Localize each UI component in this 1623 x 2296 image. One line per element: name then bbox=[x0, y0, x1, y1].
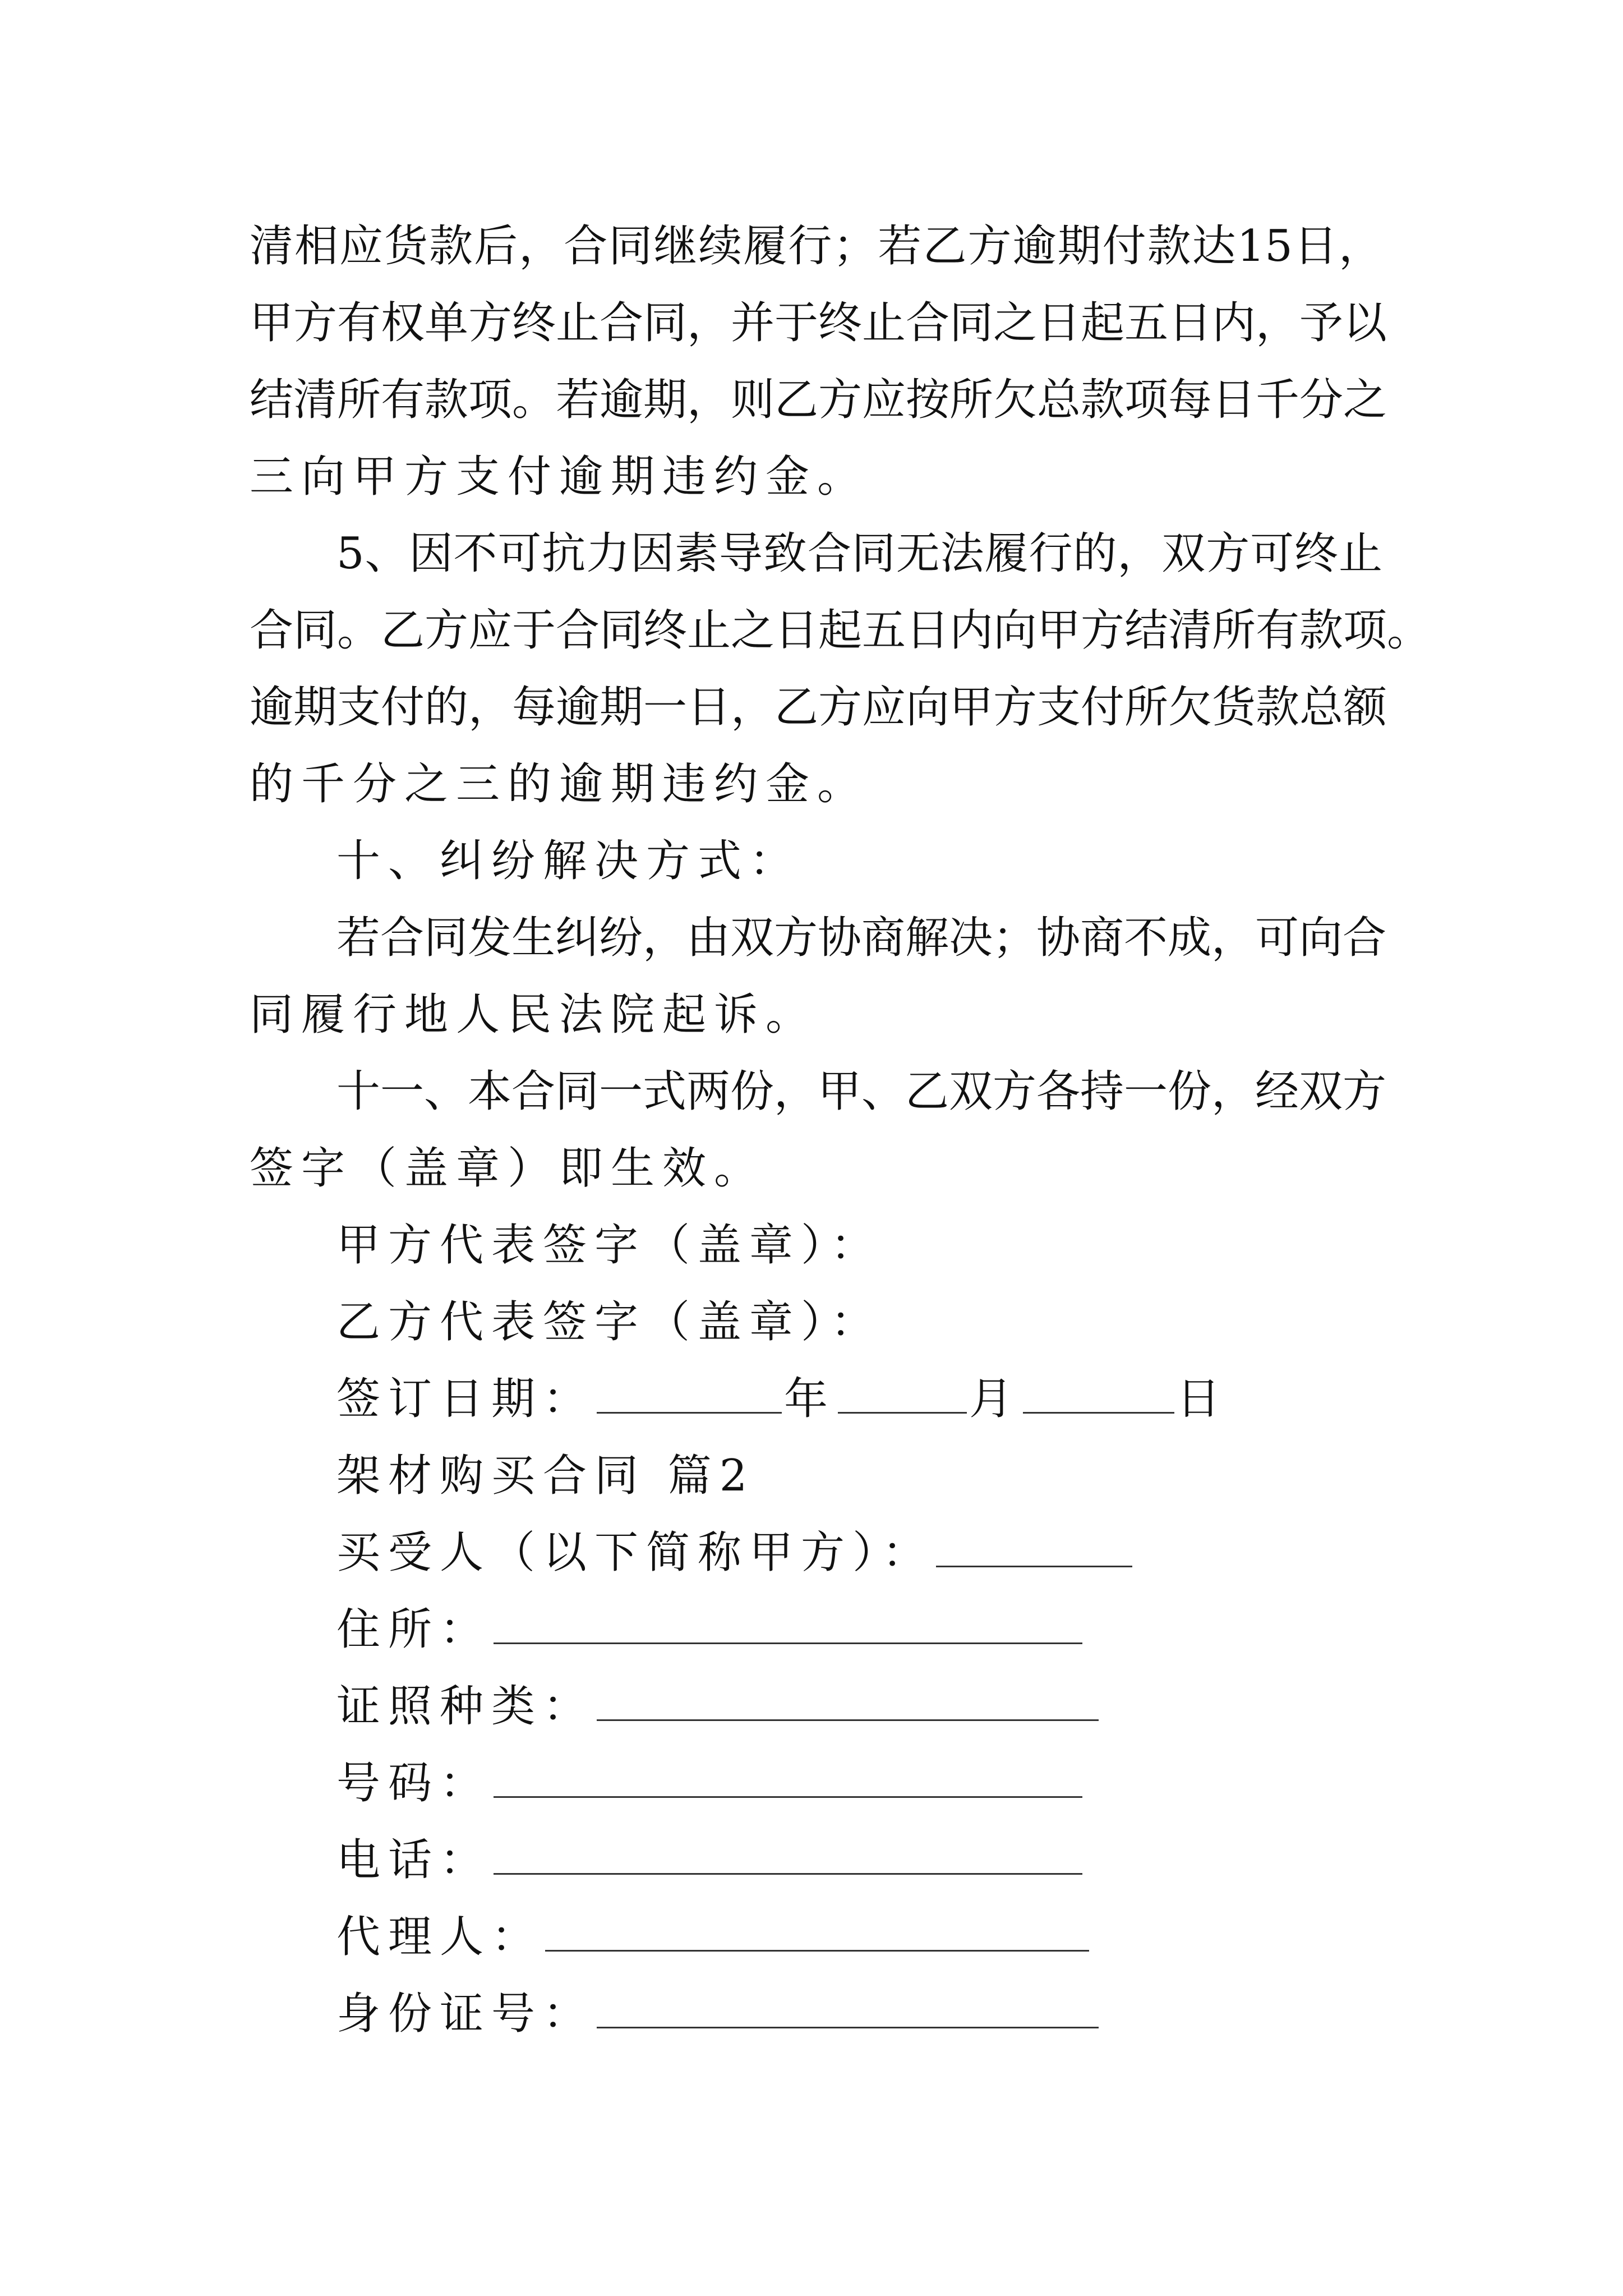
address-blank[interactable] bbox=[494, 1642, 1082, 1644]
buyer-label: 买受人（以下简称甲方）： bbox=[336, 1527, 934, 1578]
paragraph-4-line-4: 三向甲方支付逾期违约金。 bbox=[250, 452, 869, 502]
party-b-signature-label: 乙方代表签字（盖章）： bbox=[336, 1297, 883, 1347]
id-type-label: 证照种类： bbox=[336, 1681, 595, 1732]
paragraph-5-line-3: 逾期支付的，每逾期一日，乙方应向甲方支付所欠货款总额 bbox=[250, 682, 1387, 733]
month-blank[interactable] bbox=[838, 1412, 967, 1414]
phone-label: 电话： bbox=[336, 1835, 492, 1885]
paragraph-4-line-2: 甲方有权单方终止合同，并于终止合同之日起五日内，予以 bbox=[250, 298, 1387, 348]
id-number-label: 身份证号： bbox=[336, 1989, 595, 2039]
number-label: 号码： bbox=[336, 1758, 492, 1809]
id-type-blank[interactable] bbox=[597, 1719, 1099, 1721]
phone-row bbox=[336, 1835, 1085, 1885]
buyer-row bbox=[336, 1527, 1135, 1578]
agent-label: 代理人： bbox=[336, 1912, 543, 1962]
agent-blank[interactable] bbox=[545, 1950, 1089, 1952]
phone-blank[interactable] bbox=[494, 1873, 1082, 1875]
paragraph-5-line-2: 合同。乙方应于合同终止之日起五日内向甲方结清所有款项。 bbox=[250, 605, 1431, 656]
paragraph-4-line-1: 清相应货款后，合同继续履行；若乙方逾期付款达15日， bbox=[250, 221, 1382, 272]
paragraph-4-line-3: 结清所有款项。若逾期，则乙方应按所欠总款项每日千分之 bbox=[250, 375, 1387, 425]
agent-row bbox=[336, 1912, 1091, 1962]
year-blank[interactable] bbox=[597, 1412, 782, 1414]
month-label: 月 bbox=[969, 1374, 1021, 1424]
address-row bbox=[336, 1604, 1085, 1655]
section-11-line-2: 签字（盖章）即生效。 bbox=[250, 1143, 766, 1194]
number-blank[interactable] bbox=[494, 1796, 1082, 1798]
number-row bbox=[336, 1758, 1085, 1809]
section-10-line-2: 同履行地人民法院起诉。 bbox=[250, 990, 818, 1040]
address-label: 住所： bbox=[336, 1604, 492, 1655]
contract-2-title: 架材购买合同 篇2 bbox=[336, 1451, 755, 1501]
day-label: 日 bbox=[1177, 1374, 1229, 1424]
year-label: 年 bbox=[784, 1374, 836, 1424]
signing-date-row bbox=[336, 1374, 1229, 1424]
paragraph-5-line-4: 的千分之三的逾期违约金。 bbox=[250, 759, 869, 809]
id-type-row bbox=[336, 1681, 1101, 1732]
section-11-line-1: 十一、本合同一式两份，甲、乙双方各持一份，经双方 bbox=[336, 1066, 1387, 1117]
buyer-blank[interactable] bbox=[936, 1566, 1132, 1567]
day-blank[interactable] bbox=[1023, 1412, 1174, 1414]
signing-date-label: 签订日期： bbox=[336, 1374, 595, 1424]
party-a-signature-label: 甲方代表签字（盖章）： bbox=[336, 1220, 883, 1271]
paragraph-5-line-1: 5、因不可抗力因素导致合同无法履行的，双方可终止 bbox=[336, 528, 1382, 579]
id-number-row bbox=[336, 1989, 1101, 2039]
section-10-line-1: 若合同发生纠纷，由双方协商解决；协商不成，可向合 bbox=[336, 913, 1387, 963]
id-number-blank[interactable] bbox=[597, 2027, 1099, 2028]
section-10-heading: 十、纠纷解决方式： bbox=[336, 836, 801, 886]
